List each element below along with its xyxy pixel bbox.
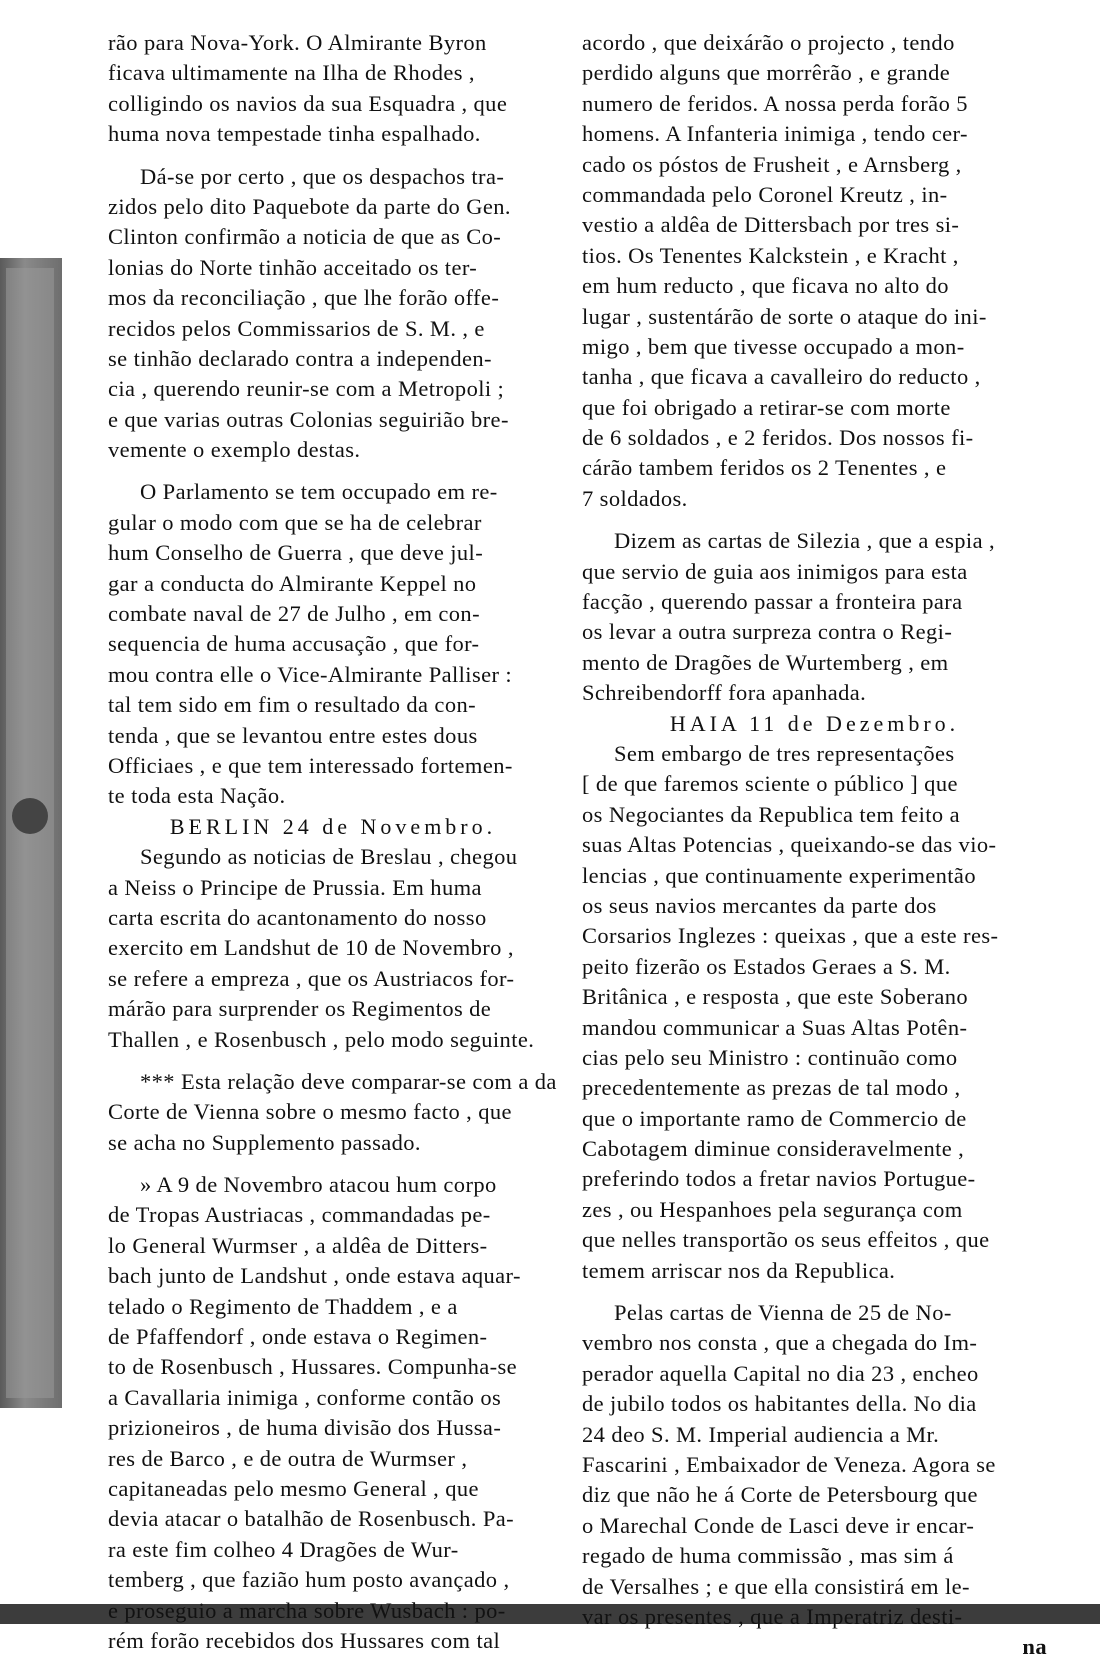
text-line: temberg , que fazião hum posto avançado , — [108, 1567, 510, 1593]
text-line: cia , querendo reunir-se com a Metropoli ; — [108, 376, 505, 402]
paragraph-gap — [108, 1055, 558, 1067]
text-line: devia atacar o batalhão de Rosenbusch. Pa- — [108, 1506, 515, 1532]
text-line: de jubilo todos os habitantes della. No dia — [582, 1391, 977, 1417]
text-line: tios. Os Tenentes Kalckstein , e Kracht , — [582, 242, 959, 268]
text-line: que servio de guia aos inimigos para esta — [582, 558, 968, 584]
text-line: Officiaes , e que tem interessado fortemen- — [108, 752, 513, 778]
text-line: de Versalhes ; e que ella consistirá em le- — [582, 1573, 970, 1599]
text-line: de Pfaffendorf , onde estava o Regimen- — [108, 1324, 488, 1350]
text-line: vemente o exemplo destas. — [108, 437, 361, 463]
text-line: prizioneiros , de huma divisão dos Hussa- — [108, 1415, 502, 1441]
text-line: ra este fim colheo 4 Dragões de Wur- — [108, 1536, 459, 1562]
text-line: vembro nos consta , que a chegada do Im- — [582, 1330, 978, 1356]
text-line: te toda esta Nação. — [108, 783, 286, 809]
text-line: vestio a aldêa de Dittersbach por tres si- — [582, 212, 960, 238]
text-line: a Neiss o Principe de Prussia. Em huma — [108, 874, 482, 900]
text-line: Dizem as cartas de Silezia , que a espia , — [614, 528, 996, 554]
right-column — [582, 28, 1047, 1663]
text-line: e proseguio a marcha sobre Wusbach : po- — [108, 1597, 506, 1623]
paragraph-gap — [108, 465, 558, 477]
text-line: lencias , que continuamente experimentão — [582, 862, 976, 888]
text-line: lugar , sustentárão de sorte o ataque do ini- — [582, 303, 987, 329]
text-line: lo General Wurmser , a aldêa de Ditters- — [108, 1232, 488, 1258]
text-line: tal tem sido em fim o resultado da con- — [108, 692, 477, 718]
text-line: lonias do Norte tinhão acceitado os ter- — [108, 254, 478, 280]
text-line: os seus navios mercantes da parte dos — [582, 892, 937, 918]
text-line: Dá-se por certo , que os despachos tra- — [140, 163, 505, 189]
text-line: em hum reducto , que ficava no alto do — [582, 273, 949, 299]
text-line: Clinton confirmão a noticia de que as Co- — [108, 224, 502, 250]
text-line: to de Rosenbusch , Hussares. Compunha-se — [108, 1354, 518, 1380]
paragraph-gap — [108, 150, 558, 162]
text-line: márão para surprender os Regimentos de — [108, 996, 492, 1022]
text-line: 24 deo S. M. Imperial audiencia a Mr. — [582, 1421, 940, 1447]
text-line: perdido alguns que morrêrão , e grande — [582, 60, 951, 86]
text-line: perador aquella Capital no dia 23 , encheo — [582, 1360, 979, 1386]
text-line: Pelas cartas de Vienna de 25 de No- — [614, 1300, 952, 1326]
text-line: commandada pelo Coronel Kreutz , in- — [582, 181, 948, 207]
text-line: o Marechal Conde de Lasci deve ir encar- — [582, 1512, 975, 1538]
text-line: os Negociantes da Republica tem feito a — [582, 801, 960, 827]
section-heading: HAIA 11 de Dezembro. — [669, 710, 960, 736]
text-line: Cabotagem diminue consideravelmente , — [582, 1136, 965, 1162]
text-line: bach junto de Landshut , onde estava aquar- — [108, 1263, 521, 1289]
text-line: Corte de Vienna sobre o mesmo facto , que — [108, 1099, 512, 1125]
text-line: mento de Dragões de Wurtemberg , em — [582, 649, 949, 675]
binding-strip — [0, 258, 62, 1408]
text-line: » A 9 de Novembro atacou hum corpo — [140, 1172, 497, 1198]
text-line: temem arriscar nos da Republica. — [582, 1257, 896, 1283]
text-line: huma nova tempestade tinha espalhado. — [108, 121, 481, 147]
text-line: Fascarini , Embaixador de Veneza. Agora se — [582, 1451, 996, 1477]
text-line: cias pelo seu Ministro : continuão como — [582, 1044, 958, 1070]
text-line: e que varias outras Colonias seguirião bre- — [108, 406, 509, 432]
text-line: exercito em Landshut de 10 de Novembro , — [108, 935, 514, 961]
text-line: res de Barco , e de outra de Wurmser , — [108, 1445, 468, 1471]
text-line: Schreibendorff fora apanhada. — [582, 680, 867, 706]
text-line: tenda , que se levantou entre estes dous — [108, 722, 478, 748]
text-line: homens. A Infanteria inimiga , tendo cer- — [582, 121, 968, 147]
text-line: gular o modo com que se ha de celebrar — [108, 509, 482, 535]
text-line: Corsarios Inglezes : queixas , que a este res- — [582, 923, 999, 949]
text-line: migo , bem que tivesse occupado a mon- — [582, 333, 965, 359]
text-line: cado os póstos de Frusheit , e Arnsberg , — [582, 151, 962, 177]
text-line: zes , ou Hespanhoes pela segurança com — [582, 1196, 963, 1222]
text-line: de Tropas Austriacas , commandadas pe- — [108, 1202, 491, 1228]
text-line: peito fizerão os Estados Geraes a S. M. — [582, 953, 951, 979]
text-line: acordo , que deixárão o projecto , tendo — [582, 30, 955, 55]
catchword: na — [1022, 1634, 1047, 1660]
text-line: Segundo as noticias de Breslau , chegou — [140, 844, 518, 870]
text-line: facção , querendo passar a fronteira para — [582, 589, 963, 615]
binding-hole — [12, 798, 48, 834]
text-line: suas Altas Potencias , queixando-se das vio- — [582, 832, 997, 858]
text-line: que foi obrigado a retirar-se com morte — [582, 394, 951, 420]
paragraph-gap — [582, 1286, 1047, 1298]
text-line: hum Conselho de Guerra , que deve jul- — [108, 540, 484, 566]
text-line: *** Esta relação deve comparar-se com a da — [140, 1068, 557, 1094]
text-line: var os presentes , que a Imperatriz desti- — [582, 1603, 963, 1629]
text-line: gar a conducta do Almirante Keppel no — [108, 570, 477, 596]
text-line: Thallen , e Rosenbusch , pelo modo seguinte. — [108, 1026, 535, 1052]
text-line: diz que não he á Corte de Petersbourg que — [582, 1482, 978, 1508]
text-line: a Cavallaria inimiga , conforme contão os — [108, 1384, 502, 1410]
text-line: O Parlamento se tem occupado em re- — [140, 479, 498, 505]
left-column — [108, 28, 558, 1656]
text-line: carta escrita do acantonamento do nosso — [108, 904, 487, 930]
text-line: se tinhão declarado contra a independen- — [108, 345, 492, 371]
text-line: preferindo todos a fretar navios Portugue- — [582, 1166, 976, 1192]
text-line: regado de huma commissão , mas sim á — [582, 1543, 954, 1569]
text-line: rão para Nova-York. O Almirante Byron — [108, 30, 487, 55]
text-line: 7 soldados. — [582, 485, 688, 511]
text-line: zidos pelo dito Paquebote da parte do Gen. — [108, 193, 511, 219]
text-line: rém forão recebidos dos Hussares com tal — [108, 1627, 501, 1653]
paragraph-gap — [582, 514, 1047, 526]
text-line: que o importante ramo de Commercio de — [582, 1105, 967, 1131]
text-line: tanha , que ficava a cavalleiro do reducto , — [582, 364, 981, 390]
text-line: de 6 soldados , e 2 feridos. Dos nossos fi- — [582, 425, 974, 451]
text-line: telado o Regimento de Thaddem , e a — [108, 1293, 458, 1319]
text-line: [ de que faremos sciente o público ] que — [582, 771, 958, 797]
paragraph-gap — [108, 1158, 558, 1170]
text-line: ficava ultimamente na Ilha de Rhodes , — [108, 60, 475, 86]
text-line: combate naval de 27 de Julho , em con- — [108, 601, 480, 627]
section-heading: BERLIN 24 de Novembro. — [169, 813, 497, 839]
text-line: mos da reconciliação , que lhe forão offe- — [108, 285, 500, 311]
text-line: Sem embargo de tres representações — [614, 740, 955, 766]
text-line: recidos pelos Commissarios de S. M. , e — [108, 315, 485, 341]
text-line: se refere a empreza , que os Austriacos for- — [108, 965, 515, 991]
text-line: precedentemente as prezas de tal modo , — [582, 1075, 961, 1101]
text-line: que nelles transportão os seus effeitos , que — [582, 1227, 990, 1253]
text-line: mandou communicar a Suas Altas Potên- — [582, 1014, 968, 1040]
text-line: mou contra elle o Vice-Almirante Palliser : — [108, 661, 513, 687]
text-line: numero de feridos. A nossa perda forão 5 — [582, 90, 968, 116]
text-line: capitaneadas pelo mesmo General , que — [108, 1475, 479, 1501]
text-line: cárão tambem feridos os 2 Tenentes , e — [582, 455, 947, 481]
text-line: se acha no Supplemento passado. — [108, 1129, 421, 1155]
text-line: os levar a outra surpreza contra o Regi- — [582, 619, 953, 645]
text-line: sequencia de huma accusação , que for- — [108, 631, 480, 657]
text-line: Britânica , e resposta , que este Soberano — [582, 984, 969, 1010]
text-line: colligindo os navios da sua Esquadra , que — [108, 90, 508, 116]
